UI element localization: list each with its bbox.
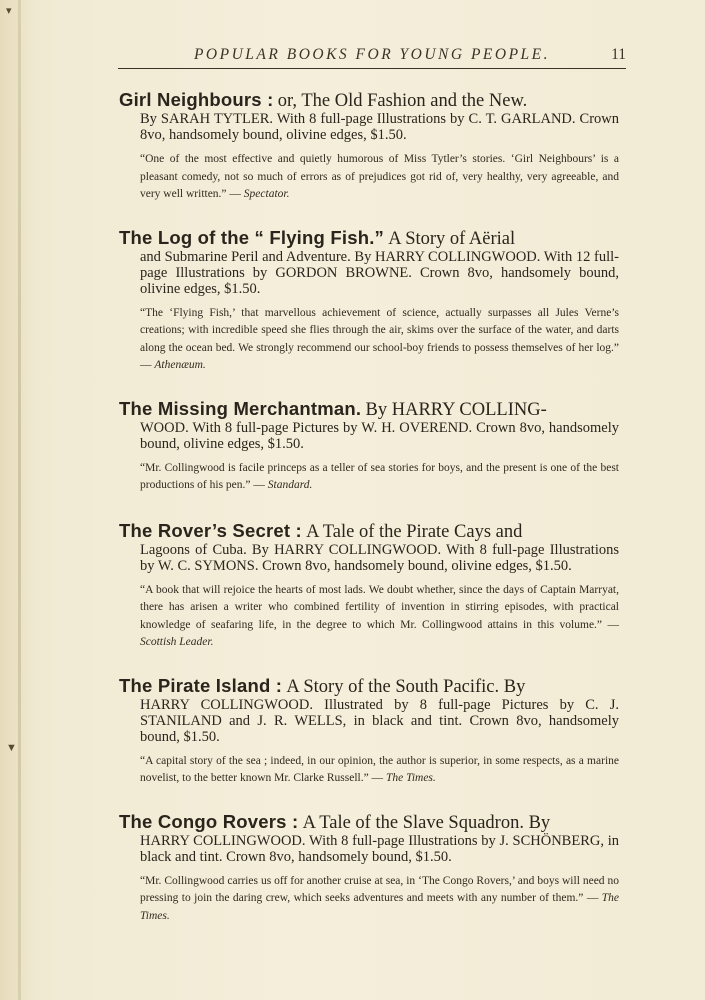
book-title: The Rover’s Secret : xyxy=(119,519,302,541)
entry-heading xyxy=(119,90,619,111)
book-subtitle: A Tale of the Slave Squadron. By xyxy=(302,812,551,833)
book-subtitle: A Story of Aërial xyxy=(388,228,516,249)
entry-description xyxy=(119,249,619,375)
entry-description xyxy=(119,111,619,204)
book-entry xyxy=(119,228,619,375)
review-text: “Mr. Collingwood carries us off for another cruise at sea, in ‘The Congo Rovers,’ and boys will need no pressing to join the daring crew, which seeks adventures and meets with any number of them.” — xyxy=(140,874,619,904)
review-quote xyxy=(140,460,619,495)
review-source: Athenæum. xyxy=(154,359,206,371)
review-quote xyxy=(140,151,619,204)
book-list xyxy=(119,90,619,949)
review-source: Spectator. xyxy=(243,188,290,200)
book-description: Lagoons of Cuba. By HARRY COLLINGWOOD. With 8 full-page Illustrations by W. C. SYMONS. Crown 8vo, handsomely bound, olivine edges, $1.50. xyxy=(140,541,619,574)
review-text: “A capital story of the sea ; indeed, in our opinion, the author is superior, in some respects, as a marine novelist, to the better known Mr. Clarke Russell.” — xyxy=(140,754,619,784)
book-subtitle: By HARRY COLLING- xyxy=(365,399,547,420)
book-title: Girl Neighbours : xyxy=(119,89,274,110)
review-quote xyxy=(140,873,619,926)
book-title: The Log of the “ Flying Fish.” xyxy=(119,226,384,248)
book-entry xyxy=(119,399,619,495)
review-quote xyxy=(140,582,619,652)
review-text: “A book that will rejoice the hearts of most lads. We doubt whether, since the days of Captain Marryat, there has arisen a writer who combined fertility of invention in stirring episodes, with practical knowledge of seafaring life, in the degree to which Mr. Collingwood attains in this volume.” — xyxy=(140,583,619,631)
review-source: The Times. xyxy=(140,892,620,922)
book-title: The Congo Rovers : xyxy=(119,810,299,832)
book-description: and Submarine Peril and Adventure. By HARRY COLLINGWOOD. With 12 full-page Illustrations by GORDON BROWNE. Crown 8vo, handsomely bound, olivine edges, $1.50. xyxy=(140,248,619,297)
entry-description xyxy=(119,833,619,926)
page-header xyxy=(118,46,626,69)
book-entry xyxy=(119,812,619,926)
entry-description xyxy=(119,542,619,652)
entry-heading xyxy=(119,399,619,420)
review-text: “One of the most effective and quietly humorous of Miss Tytler’s stories. ‘Girl Neighbours’ is a pleasant comedy, not so much of errors as of prejudices got rid of, very healthy, very agreeable, and very well written.” — xyxy=(140,153,619,200)
book-entry xyxy=(119,90,619,204)
entry-heading xyxy=(119,676,619,697)
review-source: The Times. xyxy=(385,772,436,784)
book-description: By SARAH TYTLER. With 8 full-page Illustrations by C. T. GARLAND. Crown 8vo, handsomely bound, olivine edges, $1.50. xyxy=(140,111,619,143)
book-subtitle: A Tale of the Pirate Cays and xyxy=(306,521,523,542)
review-text: “Mr. Collingwood is facile princeps as a teller of sea stories for boys, and the present is one of the best productions of his pen.” — xyxy=(140,461,619,491)
page-binding-edge xyxy=(18,0,21,1000)
entry-heading xyxy=(119,521,619,542)
book-description: HARRY COLLINGWOOD. Illustrated by 8 full-page Pictures by C. J. STANILAND and J. R. WELLS, in black and tint. Crown 8vo, handsomely bound, $1.50. xyxy=(140,696,619,745)
book-subtitle: or, The Old Fashion and the New. xyxy=(277,91,528,111)
running-title: POPULAR BOOKS FOR YOUNG PEOPLE. xyxy=(193,46,551,63)
review-source: Standard. xyxy=(267,479,313,491)
margin-arrow-icon: ▼ xyxy=(6,742,17,754)
book-title: The Pirate Island : xyxy=(119,674,283,696)
book-title: The Missing Merchantman. xyxy=(119,397,362,419)
entry-heading xyxy=(119,812,619,833)
book-entry xyxy=(119,521,619,652)
review-text: “The ‘Flying Fish,’ that marvellous achievement of science, actually surpasses all Jules Verne’s creations; with incredible speed she flies through the air, skims over the surface of the water, and darts along the ocean bed. We strongly recommend our school-boy friends to possess themselves of her log.” — xyxy=(140,306,619,371)
book-description: WOOD. With 8 full-page Pictures by W. H. OVEREND. Crown 8vo, handsomely bound, olivine edges, $1.50. xyxy=(140,419,619,452)
book-subtitle: A Story of the South Pacific. By xyxy=(286,676,526,697)
entry-description xyxy=(119,697,619,788)
review-quote xyxy=(140,753,619,788)
book-entry xyxy=(119,676,619,788)
margin-mark-icon: ▾ xyxy=(6,5,12,17)
page-number: 11 xyxy=(611,46,626,63)
entry-description xyxy=(119,420,619,495)
entry-heading xyxy=(119,228,619,249)
book-description: HARRY COLLINGWOOD. With 8 full-page Illustrations by J. SCHÖNBERG, in black and tint. Crown 8vo, handsomely bound, $1.50. xyxy=(140,832,619,865)
review-quote xyxy=(140,305,619,375)
review-source: Scottish Leader. xyxy=(140,636,214,648)
